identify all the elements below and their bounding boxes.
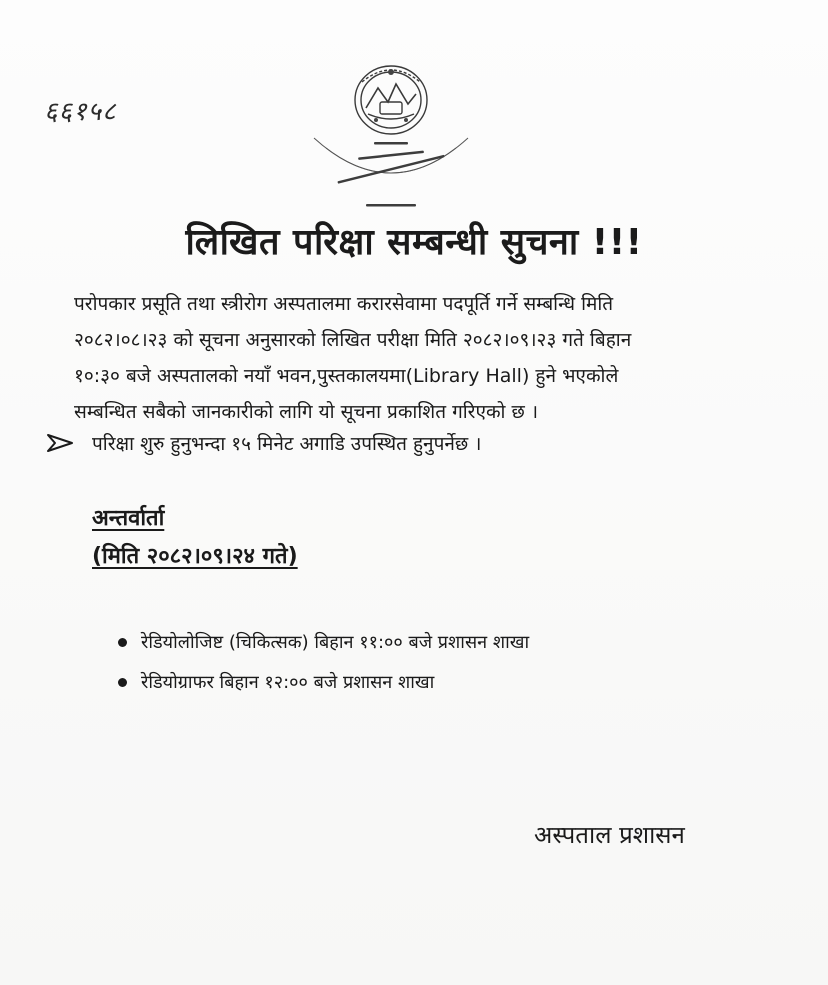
handwritten-reference-number: ६६१५८ (44, 97, 117, 127)
interview-heading: अन्तर्वार्ता (92, 506, 165, 531)
signature-hospital-administration: अस्पताल प्रशासन (534, 821, 685, 849)
government-seal-icon (296, 58, 486, 218)
bullet-dot-icon (118, 678, 127, 687)
arrowhead-icon (46, 433, 74, 453)
body-line: १०:३० बजे अस्पतालको नयाँ भवन,पुस्तकालयमा(Library Hall) हुने भएकोले (74, 365, 619, 387)
bullet-dot-icon (118, 638, 127, 647)
list-item (118, 662, 529, 702)
exam-note-text: परिक्षा शुरु हुनुभन्दा १५ मिनेट अगाडि उपस्थित हुनुपर्नेछ । (92, 433, 482, 455)
list-item-text: रेडियोलोजिष्ट (चिकित्सक) बिहान ११:०० बजे प्रशासन शाखा (141, 632, 530, 653)
body-line: सम्बन्धित सबैको जानकारीको लागि यो सूचना प्रकाशित गरिएको छ । (74, 401, 539, 423)
interview-schedule-list (118, 622, 529, 702)
body-line: परोपकार प्रसूति तथा स्त्रीरोग अस्पतालमा करारसेवामा पदपूर्ति गर्ने सम्बन्धि मिति (74, 293, 614, 315)
list-item (118, 622, 529, 662)
body-line: २०८२।०८।२३ को सूचना अनुसारको लिखित परीक्षा मिति २०८२।०९।२३ गते बिहान (74, 329, 632, 351)
list-item-text: रेडियोग्राफर बिहान १२:०० बजे प्रशासन शाखा (141, 672, 435, 693)
notice-title: लिखित परिक्षा सम्बन्धी सुचना !!! (185, 222, 643, 263)
notice-body (74, 286, 764, 430)
exam-note (46, 430, 481, 456)
interview-date: (मिति २०८२।०९।२४ गते) (92, 544, 298, 569)
